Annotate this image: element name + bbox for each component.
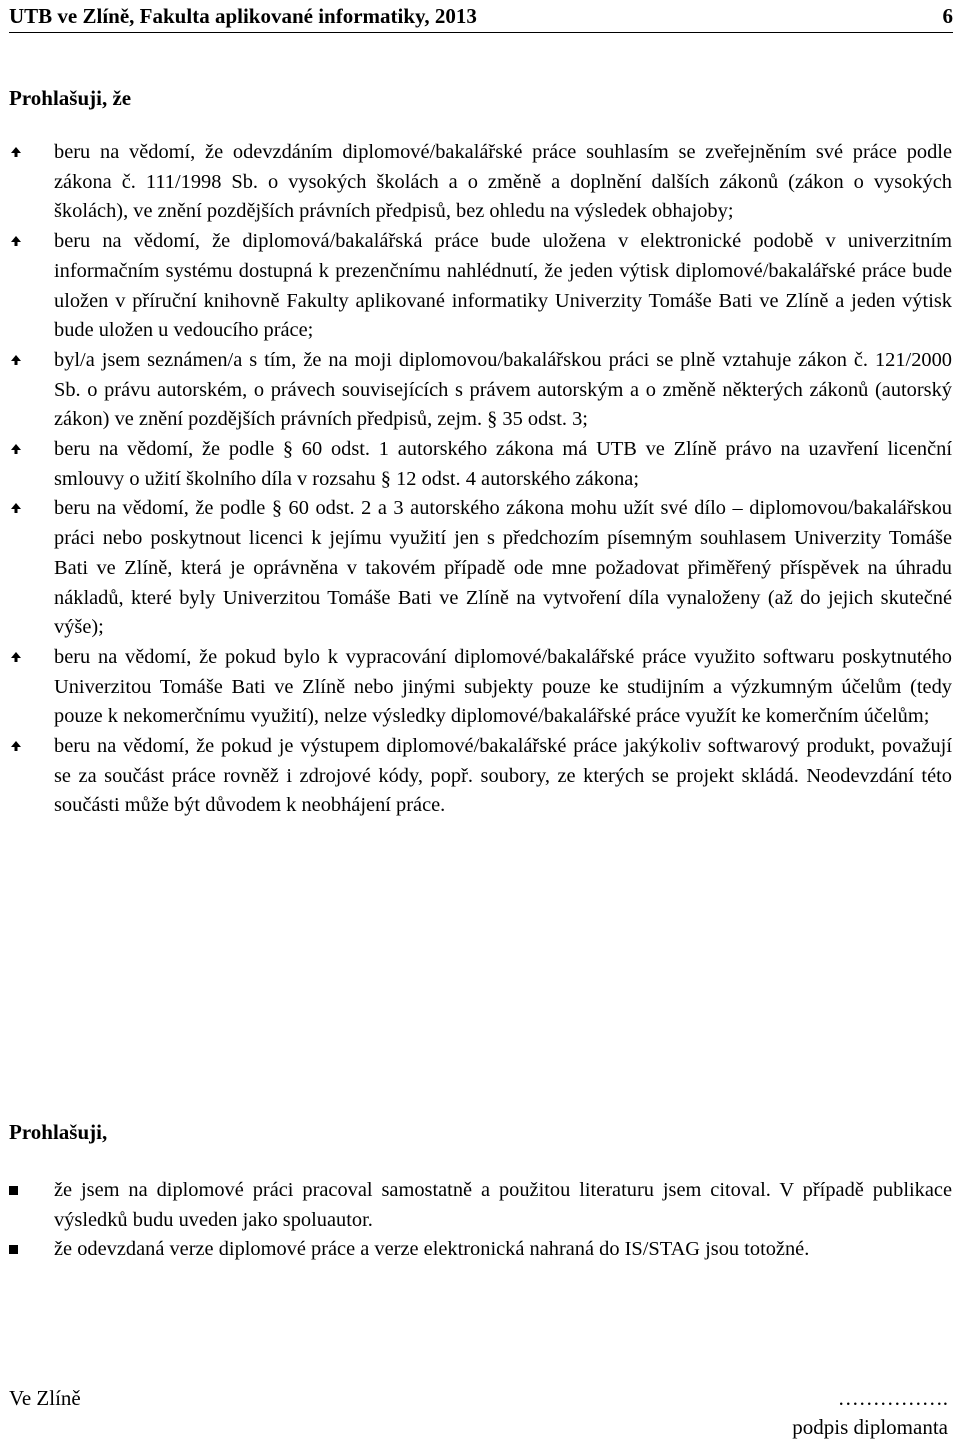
arrow-bullet-icon (11, 147, 21, 157)
arrow-bullet-icon (11, 503, 21, 513)
header-title: UTB ve Zlíně, Fakulta aplikované informatiky, 2013 (9, 4, 477, 28)
arrow-bullet-icon (11, 236, 21, 246)
list-item: beru na vědomí, že podle § 60 odst. 2 a 3 autorského zákona mohu užít své dílo – diplomovou/bakalářskou práci nebo poskytnout licenci k jejímu využití jen s předchozím písemným souhlasem Univerzity Tomáše Bati ve Zlíně, která je oprávněna v takovém případě ode mne požadovat přiměřený příspěvek na úhradu nákladů, které byly Univerzitou Tomáše Bati ve Zlíně na vytvoření díla vynaloženy (až do jejich skutečné výše); (0, 494, 960, 643)
place-label: Ve Zlíně (9, 1386, 81, 1410)
list-item: beru na vědomí, že podle § 60 odst. 1 autorského zákona má UTB ve Zlíně právo na uzavření licenční smlouvy o užití školního díla v rozsahu § 12 odst. 4 autorského zákona; (0, 435, 960, 494)
list-item: beru na vědomí, že diplomová/bakalářská práce bude uložena v elektronické podobě v univerzitním informačním systému dostupná k prezenčnímu nahlédnutí, že jeden výtisk diplomové/bakalářské práce bude uložen v příruční knihovně Fakulty aplikované informatiky Univerzity Tomáše Bati ve Zlíně a jeden výtisk bude uložen u vedoucího práce; (0, 227, 960, 346)
list-item: beru na vědomí, že pokud bylo k vypracování diplomové/bakalářské práce využito softwaru poskytnutého Univerzitou Tomáše Bati ve Zlíně nebo jinými subjekty pouze ke studijním a výzkumným účelům (tedy pouze k nekomerčnímu využití), nelze výsledky diplomové/bakalářské práce využít ke komerčním účelům; (0, 643, 960, 732)
declaration-list-1 (0, 138, 960, 821)
arrow-bullet-icon (11, 444, 21, 454)
signature-dots: ……………. (837, 1386, 948, 1410)
section1-heading: Prohlašuji, že (9, 86, 132, 110)
signature-label: podpis diplomanta (792, 1415, 948, 1439)
arrow-bullet-icon (11, 652, 21, 662)
list-item: že jsem na diplomové práci pracoval samostatně a použitou literaturu jsem citoval. V případě publikace výsledků budu uveden jako spoluautor. (0, 1176, 960, 1235)
arrow-bullet-icon (11, 741, 21, 751)
arrow-bullet-icon (11, 355, 21, 365)
square-bullet-icon (9, 1186, 18, 1195)
list-item: byl/a jsem seznámen/a s tím, že na moji diplomovou/bakalářskou práci se plně vztahuje zákon č. 121/2000 Sb. o právu autorském, o právech souvisejících s právem autorským a o změně některých zákonů (autorský zákon) ve znění pozdějších právních předpisů, zejm. § 35 odst. 3; (0, 346, 960, 435)
square-bullet-icon (9, 1245, 18, 1254)
page-number: 6 (942, 4, 953, 28)
section2-heading: Prohlašuji, (9, 1120, 108, 1144)
list-item: že odevzdaná verze diplomové práce a verze elektronická nahraná do IS/STAG jsou totožné. (0, 1235, 960, 1265)
page-header (9, 2, 953, 33)
signature-block (738, 1384, 948, 1442)
declaration-list-2 (0, 1176, 960, 1265)
list-item: beru na vědomí, že odevzdáním diplomové/bakalářské práce souhlasím se zveřejněním své práce podle zákona č. 111/1998 Sb. o vysokých školách a o změně a doplnění dalších zákonů (zákon o vysokých školách), ve znění pozdějších právních předpisů, bez ohledu na výsledek obhajoby; (0, 138, 960, 227)
list-item: beru na vědomí, že pokud je výstupem diplomové/bakalářské práce jakýkoliv softwarový produkt, považují se za součást práce rovněž i zdrojové kódy, popř. soubory, ze kterých se projekt skládá. Neodevzdání této součásti může být důvodem k neobhájení práce. (0, 732, 960, 821)
